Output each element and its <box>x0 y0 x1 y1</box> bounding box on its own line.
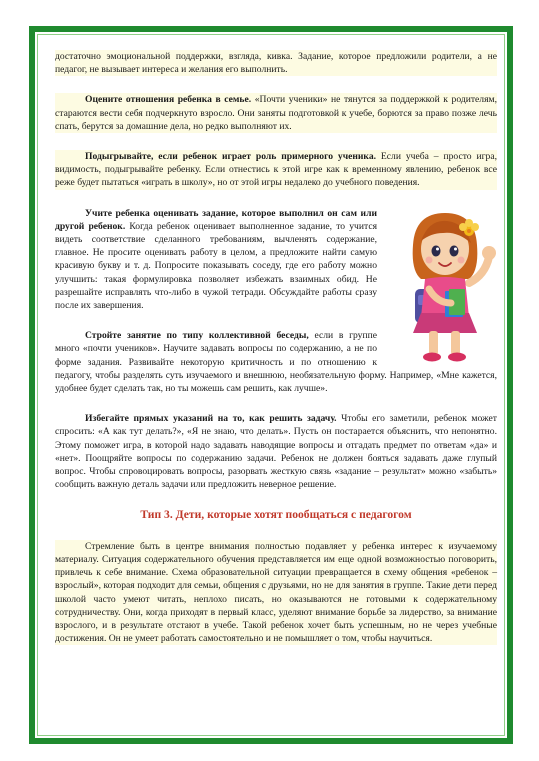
paragraph-lead: Учите ребенка оценивать задание, которое выполнил он сам или другой ребенок. <box>55 207 377 232</box>
paragraph-avoid-hints <box>55 412 497 491</box>
paragraph-text: если в группе много «почти учеников». Научите задавать вопросы по содержанию, а не по форме задания. Развивайте некоторую критичность и по отношению к педагогу, чтобы разделять суть изучаемого и внешнюю, необязательную форму. Например, «Мне кажется, удобнее будет сделать так, но ты можешь сам решить, как лучше». <box>55 330 497 395</box>
paragraph-lead: Оцените отношения ребенка в семье. <box>85 94 252 106</box>
paragraph-text: Стремление быть в центре внимания полностью подавляет у ребенка интерес к изучаемому материалу. Ситуация содержательного обучения представляется им еще одной возможностью поговорить, привлечь к себе внимание. Схема образовательной ситуации превращается в схему общения «ребенок – взрослый», которая подходит для семьи, общения с друзьями, но не для занятия в группе. Такие дети перед школой часто умеют читать, неплохо писать, но оказываются не готовыми к содержательному сотрудничеству. Они, когда приходят в первый класс, уделяют внимание борьбе за лидерство, за внимание взрослого, и в результате отстают в учебе. Такой ребенок хочет быть успешным, но не через учебные достижения. Он не умеет работать самостоятельно и не помышляет о том, чтобы научиться. <box>55 540 497 645</box>
paragraph-lead: Избегайте прямых указаний на то, как решить задачу. <box>85 413 337 425</box>
paragraph-text: Когда ребенок оценивает выполненное задание, то учится видеть соответствие сделанного требованиям, вычленять содержание, главное. Не просите оценивать работу в целом, а предложите найти самую красивую букву и т. д. Попросите показывать соседу, где его работу можно улучшить: такая формулировка позволяет избежать взаимных обид. Не разрешайте исправлять что-либо в чужой тетради. Обсуждайте работы сразу после их завершения. <box>55 220 377 312</box>
girl-illustration <box>385 205 503 365</box>
section-heading: Тип 3. Дети, которые хотят пообщаться с педагогом <box>140 508 412 522</box>
paragraph-intro <box>55 50 497 76</box>
figure-section <box>55 207 497 396</box>
paragraph-text: достаточно эмоциональной поддержки, взгляда, кивка. Задание, которое предложили родители, а не педагог, не вызывает интереса и желания его выполнить. <box>55 51 497 76</box>
paragraph-play-along <box>55 150 497 190</box>
paragraph-family <box>55 93 497 133</box>
page-frame <box>29 26 513 744</box>
paragraph-lead: Стройте занятие по типу коллективной беседы, <box>85 330 309 342</box>
paragraph-text: Если учеба – просто игра, видимость, подыгрывайте ребенку. Если отнестись к этой игре как к временному явлению, ребенок все реже будет пытаться «играть в школу», но от этой игры недалеко до учебного поведения. <box>55 151 497 189</box>
paragraph-text: Чтобы его заметили, ребенок может спросить: «А как тут делать?», «Я не знаю, что делать». Пусть он постарается объяснить, что непонятно. Этому поможет игра, в которой надо задавать наводящие вопросы и отгадать предмет по ответам «да» и «нет». Поощряйте вопросы по содержанию задачи. Ребенок не должен бояться задавать даже глупый вопрос. Чтобы спровоцировать вопросы, разорвать жесткую связь «задание – результат» можно «забыть» сообщить важную деталь задачи или предложить неверное решение. <box>55 413 497 491</box>
paragraph-type3 <box>55 540 497 646</box>
document-body <box>55 50 497 662</box>
paragraph-text: «Почти ученики» не тянутся за поддержкой к родителям, стараются вести себя подчеркнуто взросло. Они заняты подготовкой к учебе, борются за право позже лечь спать, берутся за домашние дела, но редко выполняют их. <box>55 94 497 132</box>
paragraph-lead: Подыгрывайте, если ребенок играет роль примерного ученика. <box>85 151 377 163</box>
